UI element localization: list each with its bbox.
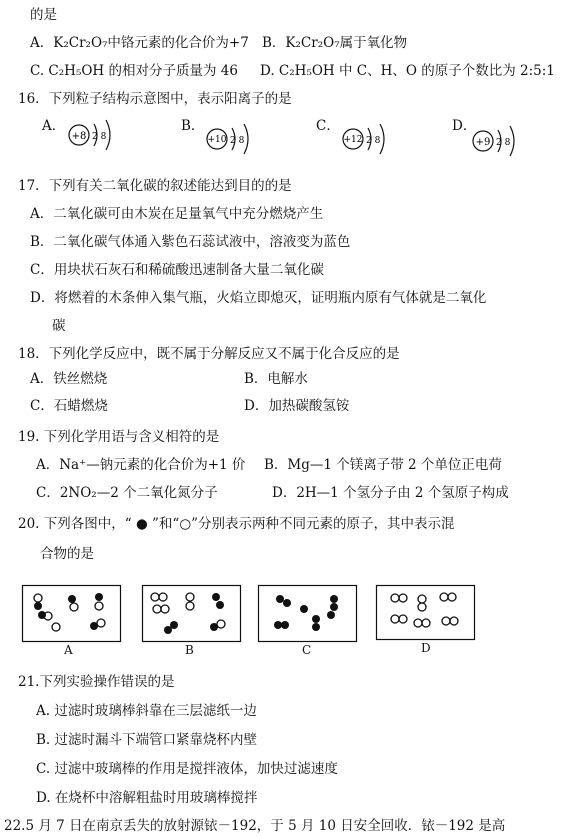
q16-nucleus-a: +8 (71, 131, 87, 142)
q18-option-a: A．铁丝燃烧 (30, 371, 108, 387)
q19-option-b: B．Mg—1 个镁离子带 2 个单位正电荷 (264, 457, 502, 473)
q21-option-a: A. 过滤时玻璃棒斜靠在三层滤纸一边 (36, 703, 257, 719)
q20-box-d-label: D (421, 641, 431, 655)
q16-shells-a: 2 8 (92, 132, 107, 142)
q22-stem: 22.5 月 7 日在南京丢失的放射源铱－192，于 5 月 10 日安全回收．铱－192 是高 (4, 818, 506, 834)
q17-option-d-line2: 碳 (52, 318, 66, 334)
q17-option-b: B．二氧化碳气体通入紫色石蕊试液中，溶液变为蓝色 (30, 234, 351, 250)
q16-option-d-letter: D． (452, 118, 477, 134)
q15-option-d: D. C₂H₅OH 中 C、H、O 的原子个数比为 2:5:1 (260, 63, 555, 79)
q16-atom-diagram-a (66, 116, 126, 152)
q16-stem: 16．下列粒子结构示意图中，表示阳离子的是 (18, 91, 292, 107)
q15-option-a: A．K₂Cr₂O₇中铬元素的化合价为+7 (30, 35, 249, 51)
q15-option-c: C. C₂H₅OH 的相对分子质量为 46 (30, 63, 238, 79)
q20-box-c (258, 585, 358, 643)
q19-option-d: D．2H—1 个氢分子由 2 个氢原子构成 (272, 485, 509, 501)
q16-atom-diagram-b (204, 120, 266, 156)
q16-option-b-letter: B． (181, 118, 205, 134)
q17-option-a: A．二氧化碳可由木炭在足量氧气中充分燃烧产生 (30, 206, 324, 222)
q20-box-d (376, 585, 476, 641)
q17-stem: 17．下列有关二氧化碳的叙述能达到目的的是 (18, 178, 292, 194)
q21-option-b: B. 过滤时漏斗下端管口紧靠烧杯内壁 (36, 732, 258, 748)
q16-nucleus-c: +12 (343, 135, 363, 145)
q20-box-c-label: C (302, 643, 312, 657)
q16-atom-diagram-d (470, 122, 532, 158)
q16-option-a-letter: A． (42, 118, 66, 134)
q20-box-a-label: A (64, 643, 73, 657)
q20-box-a (22, 585, 122, 643)
q18-option-b: B．电解水 (244, 371, 308, 387)
q16-nucleus-d: +9 (475, 137, 491, 148)
q15-option-b: B．K₂Cr₂O₇属于氧化物 (262, 35, 408, 51)
q21-option-d: D. 在烧杯中溶解粗盐时用玻璃棒搅拌 (36, 790, 258, 806)
q16-shells-b: 2 8 (230, 136, 245, 146)
q20-box-b-label: B (185, 643, 194, 657)
q16-shells-d: 2 8 (496, 138, 511, 148)
q21-stem: 21.下列实验操作错误的是 (18, 674, 175, 690)
q18-option-c: C．石蜡燃烧 (30, 398, 108, 414)
q16-atom-diagram-c (340, 120, 402, 156)
q21-option-c: C. 过滤中玻璃棒的作用是搅拌液体，加快过滤速度 (36, 761, 338, 777)
q20-stem-line2: 合物的是 (40, 546, 94, 562)
q15-stem-tail: 的是 (30, 7, 57, 23)
q16-shells-c: 2 8 (366, 136, 381, 146)
q16-nucleus-b: +10 (207, 135, 227, 145)
q19-option-c: C．2NO₂—2 个二氧化氮分子 (36, 485, 218, 501)
q18-option-d: D．加热碳酸氢铵 (244, 398, 350, 414)
q17-option-d-line1: D．将燃着的木条伸入集气瓶，火焰立即熄灭，证明瓶内原有气体就是二氧化 (30, 290, 487, 306)
q18-stem: 18．下列化学反应中，既不属于分解反应又不属于化合反应的是 (18, 346, 400, 362)
q17-option-c: C．用块状石灰石和稀硫酸迅速制备大量二氧化碳 (30, 262, 324, 278)
q20-box-b (142, 585, 242, 643)
q19-stem: 19. 下列化学用语与含义相符的是 (18, 429, 220, 445)
q16-option-c-letter: C． (316, 118, 340, 134)
q20-stem-line1: 20. 下列各图中，“ ● ”和“○”分别表示两种不同元素的原子，其中表示混 (18, 516, 455, 532)
q19-option-a: A．Na⁺—钠元素的化合价为+1 价 (36, 457, 246, 473)
